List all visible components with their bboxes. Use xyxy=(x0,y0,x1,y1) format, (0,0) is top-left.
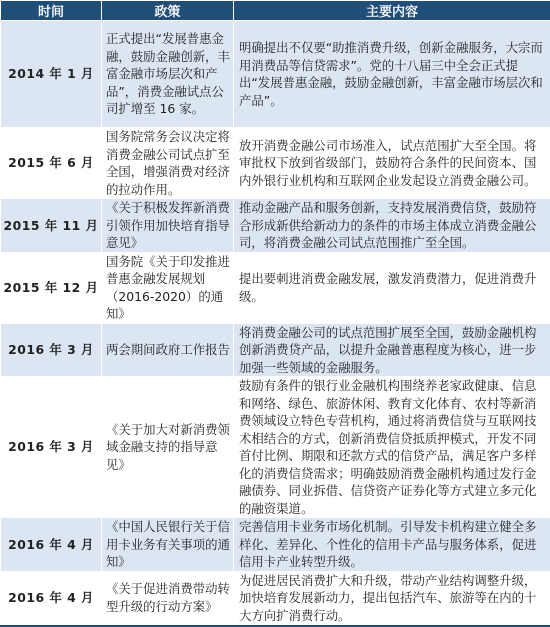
content-cell: 推动金融产品和服务创新，支持发展消费信贷，鼓励符合形成新供给新动力的条件的市场主体成立消费金融公司，将消费金融公司试点范围推广至全国。 xyxy=(234,199,550,253)
table-row xyxy=(1,571,550,625)
time-cell: 2015 年 6 月 xyxy=(1,128,102,199)
policy-cell: 《关于加大对新消费领域金融支持的指导意见》 xyxy=(102,377,234,518)
time-cell: 2016 年 4 月 xyxy=(1,571,102,625)
policy-cell: 正式提出“发展普惠金融，鼓励金融创新，丰富金融市场层次和产品”，消费金融试点公司扩增至 16 家。 xyxy=(102,21,234,128)
table-row xyxy=(1,199,550,253)
header-policy: 政策 xyxy=(102,1,234,21)
table-header-row xyxy=(1,1,550,21)
table-row xyxy=(1,21,550,128)
header-content: 主要内容 xyxy=(234,1,550,21)
policy-cell: 国务院常务会议决定将消费金融公司试点扩至全国，增强消费对经济的拉动作用。 xyxy=(102,128,234,199)
table-row xyxy=(1,323,550,377)
table-row xyxy=(1,518,550,572)
time-cell: 2016 年 3 月 xyxy=(1,377,102,518)
content-cell: 鼓励有条件的银行业金融机构围绕养老家政健康、信息和网络、绿色、旅游休闲、教育文化体育、农村等新消费领域设立特色专营机构，通过将消费信贷与互联网技术相结合的方式，创新消费信贷抵质押模式，开发不同首付比例、期限和还款方式的信贷产品，满足客户多样化的消费信贷需求；明确鼓励消费金融机构通过发行金融债券、同业拆借、信贷资产证券化等方式建立多元化的融资渠道。 xyxy=(234,377,550,518)
policy-cell: 两会期间政府工作报告 xyxy=(102,323,234,377)
table-row xyxy=(1,252,550,323)
content-cell: 将消费金融公司的试点范围扩展至全国，鼓励金融机构创新消费贷产品，以提升金融普惠程度为核心，进一步加强一些领域的金融服务。 xyxy=(234,323,550,377)
time-cell: 2015 年 12 月 xyxy=(1,252,102,323)
content-cell: 明确提出不仅要“助推消费升级，创新金融服务，大宗而用消费品等信贷需求”。党的十八届三中全会正式提出“发展普惠金融，鼓励金融创新，丰富金融市场层次和产品”。 xyxy=(234,21,550,128)
time-cell: 2014 年 1 月 xyxy=(1,21,102,128)
time-cell: 2016 年 4 月 xyxy=(1,518,102,572)
header-time: 时间 xyxy=(1,1,102,21)
policy-cell: 国务院《关于印发推进普惠金融发展规划（2016-2020）的通知》 xyxy=(102,252,234,323)
policy-cell: 《关于积极发挥新消费引领作用加快培育指导意见》 xyxy=(102,199,234,253)
content-cell: 提出要刺进消费金融发展，激发消费潜力，促进消费升级。 xyxy=(234,252,550,323)
content-cell: 完善信用卡业务市场化机制。引导发卡机构建立健全多样化、差异化、个性化的信用卡产品与服务体系，促进信用卡产业转型升级。 xyxy=(234,518,550,572)
table-row xyxy=(1,128,550,199)
table-row xyxy=(1,377,550,518)
policy-cell: 《关于促进消费带动转型升级的行动方案》 xyxy=(102,571,234,625)
content-cell: 放开消费金融公司市场准入，试点范围扩大至全国。将审批权下放到省级部门，鼓励符合条件的民间资本、国内外银行业机构和互联网企业发起设立消费金融公司。 xyxy=(234,128,550,199)
time-cell: 2016 年 3 月 xyxy=(1,323,102,377)
time-cell: 2015 年 11 月 xyxy=(1,199,102,253)
policy-cell: 《中国人民银行关于信用卡业务有关事项的通知》 xyxy=(102,518,234,572)
content-cell: 为促进居民消费扩大和升级，带动产业结构调整升级，加快培育发展新动力，提出包括汽车、旅游等在内的十大方向扩消费行动。 xyxy=(234,571,550,625)
